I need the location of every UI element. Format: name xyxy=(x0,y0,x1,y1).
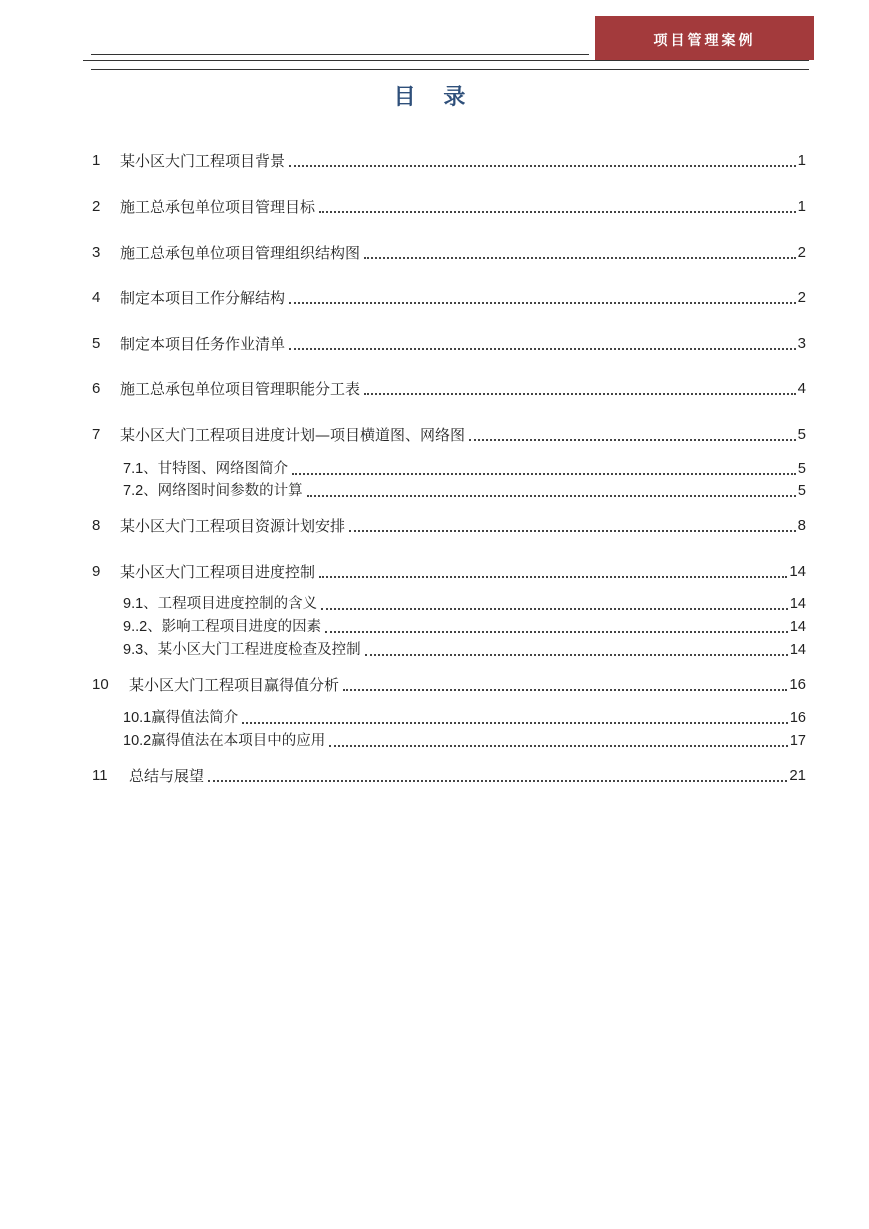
toc-entry-number: 6 xyxy=(92,380,101,397)
toc-leader-dots xyxy=(321,608,788,610)
toc-entry-number: 8 xyxy=(92,517,101,534)
toc-entry-title: 、甘特图、网络图简介 xyxy=(143,461,289,477)
toc-entry-page: 3 xyxy=(797,335,806,352)
toc-entry-number: 7.1 xyxy=(123,461,144,477)
toc-entry-number: 4 xyxy=(92,289,101,306)
toc-entry-title: 制定本项目任务作业清单 xyxy=(120,335,286,353)
toc-subentry[interactable] xyxy=(123,594,806,614)
toc-entry-title: 某小区大门工程项目赢得值分析 xyxy=(129,676,340,694)
toc-leader-dots xyxy=(307,495,796,497)
toc-subentry[interactable] xyxy=(123,481,806,501)
toc-subentry[interactable] xyxy=(123,640,806,660)
toc-entry[interactable] xyxy=(92,197,806,217)
toc-leader-dots xyxy=(289,348,796,350)
toc-leader-dots xyxy=(319,211,796,213)
toc-entry-page: 2 xyxy=(797,244,806,261)
toc-entry-page: 21 xyxy=(789,767,806,784)
header-badge-text: 项目管理案例 xyxy=(653,33,756,49)
toc-entry-number: 9 xyxy=(92,563,101,580)
toc-entry-number: 5 xyxy=(92,335,101,352)
toc-entry-page: 14 xyxy=(789,563,806,580)
toc-subentry[interactable] xyxy=(123,731,806,751)
toc-entry-number: 1 xyxy=(92,152,101,169)
toc-entry-page: 1 xyxy=(797,152,806,169)
toc-entry-number: 11 xyxy=(92,767,108,784)
toc-entry-title: 某小区大门工程项目背景 xyxy=(120,152,286,170)
toc-entry-page: 14 xyxy=(789,642,806,658)
toc-entry-title: 制定本项目工作分解结构 xyxy=(120,289,286,307)
toc-entry[interactable] xyxy=(92,243,806,263)
toc-entry-page: 5 xyxy=(797,426,806,443)
toc-entry-title: 总结与展望 xyxy=(129,767,205,785)
toc-entry-title: 施工总承包单位项目管理职能分工表 xyxy=(120,380,361,398)
toc-leader-dots xyxy=(364,257,796,259)
toc-entry-page: 4 xyxy=(797,380,806,397)
toc-entry-number: 10.1 xyxy=(123,710,152,726)
toc-entry-title: 施工总承包单位项目管理目标 xyxy=(120,198,316,216)
toc-entry-title: 赢得值法简介 xyxy=(151,710,239,726)
toc-entry-page: 14 xyxy=(789,596,806,612)
toc-subentry[interactable] xyxy=(123,708,806,728)
toc-subentry[interactable] xyxy=(123,617,806,637)
toc-entry-title: 、某小区大门工程进度检查及控制 xyxy=(143,642,361,658)
toc-entry-number: 7 xyxy=(92,426,101,443)
toc-entry-number: 10 xyxy=(92,676,109,693)
toc-title: 目 录 xyxy=(393,84,476,110)
toc-entry-page: 16 xyxy=(789,676,806,693)
toc-entry-page: 2 xyxy=(797,289,806,306)
toc-entry-number: 9.1 xyxy=(123,596,144,612)
toc-leader-dots xyxy=(364,393,796,395)
toc-entry-page: 17 xyxy=(789,733,806,749)
toc-entry-title: 施工总承包单位项目管理组织结构图 xyxy=(120,244,361,262)
toc-leader-dots xyxy=(289,165,796,167)
toc-leader-dots xyxy=(289,302,796,304)
toc-entry-number: 2 xyxy=(92,198,101,215)
toc-entry-page: 14 xyxy=(789,619,806,635)
toc-entry[interactable] xyxy=(92,151,806,171)
toc-entry-page: 8 xyxy=(797,517,806,534)
toc-entry-page: 5 xyxy=(797,483,806,499)
toc-entry[interactable] xyxy=(92,766,806,786)
toc-entry-title: 某小区大门工程项目进度控制 xyxy=(120,563,316,581)
toc-leader-dots xyxy=(208,780,787,782)
toc-leader-dots xyxy=(325,631,788,633)
toc-subentry[interactable] xyxy=(123,459,806,479)
toc-entry-page: 5 xyxy=(797,461,806,477)
toc-entry-title: 某小区大门工程项目资源计划安排 xyxy=(120,517,346,535)
toc-entry-number: 3 xyxy=(92,244,101,261)
toc-entry-number: 9.3 xyxy=(123,642,144,658)
toc-entry[interactable] xyxy=(92,516,806,536)
toc-entry-title: 、网络图时间参数的计算 xyxy=(143,483,303,499)
toc-entry[interactable] xyxy=(92,562,806,582)
toc-leader-dots xyxy=(242,722,788,724)
toc-entry[interactable] xyxy=(92,379,806,399)
toc-entry-title: 某小区大门工程项目进度计划—项目横道图、网络图 xyxy=(120,426,466,444)
toc-entry-number: 10.2 xyxy=(123,733,152,749)
toc-entry-title: 赢得值法在本项目中的应用 xyxy=(151,733,326,749)
toc-leader-dots xyxy=(469,439,796,441)
toc-entry-page: 1 xyxy=(797,198,806,215)
toc-leader-dots xyxy=(329,745,788,747)
toc-entry[interactable] xyxy=(92,334,806,354)
toc-entry[interactable] xyxy=(92,675,806,695)
toc-entry-title: 、工程项目进度控制的含义 xyxy=(143,596,318,612)
toc-leader-dots xyxy=(349,530,796,532)
toc-leader-dots xyxy=(365,654,788,656)
toc-entry-number: 9..2 xyxy=(123,619,148,635)
toc-leader-dots xyxy=(292,473,796,475)
toc-entry-number: 7.2 xyxy=(123,483,144,499)
toc-entry[interactable] xyxy=(92,425,806,445)
toc-entry-page: 16 xyxy=(789,710,806,726)
toc-leader-dots xyxy=(343,689,787,691)
toc-entry[interactable] xyxy=(92,288,806,308)
toc-entry-title: 、影响工程项目进度的因素 xyxy=(147,619,322,635)
toc-leader-dots xyxy=(319,576,787,578)
